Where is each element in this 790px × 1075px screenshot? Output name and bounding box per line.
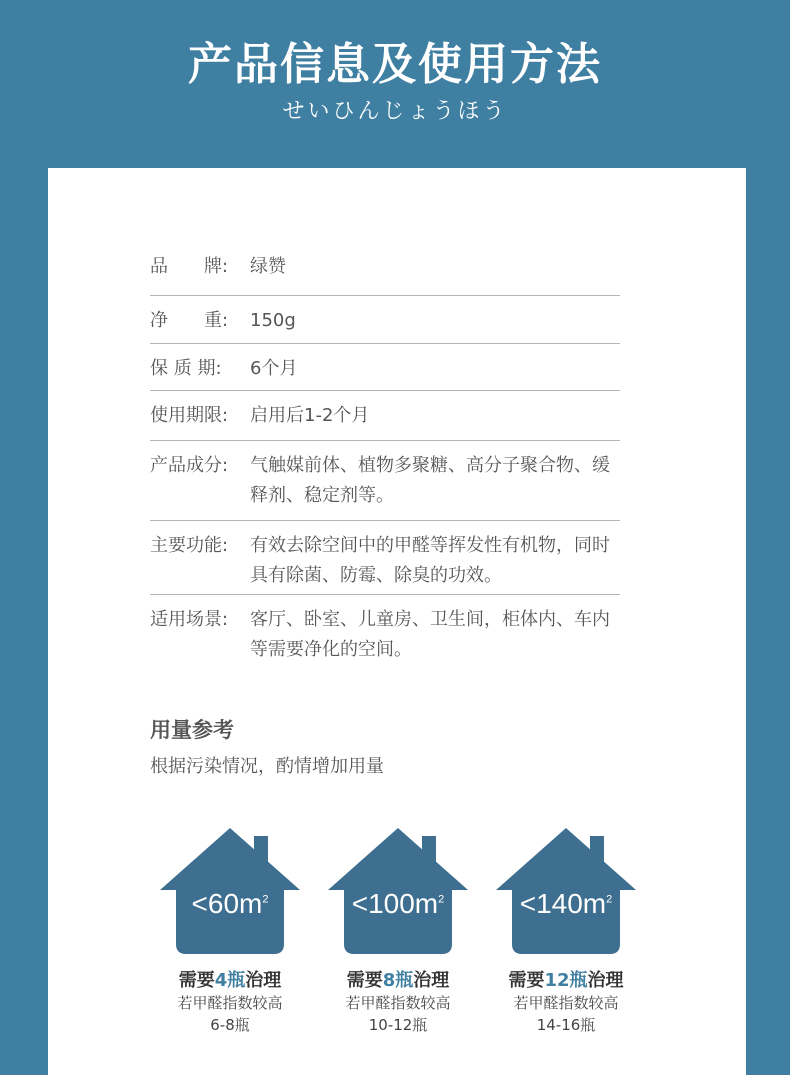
info-row-usage-period [150,391,620,441]
house-card-100 [328,828,468,1036]
house-area-label: $<140m^2$ [519,888,613,919]
info-row-shelf-life [150,344,620,391]
info-label: 保 质 期: [150,358,222,379]
info-value: 绿赞 [250,256,286,277]
info-value: 启用后1-2个月 [250,405,370,426]
house-area-label: $<100m^2$ [351,888,445,919]
bottle-range: 6-8瓶 [210,1016,250,1034]
info-row-ingredients [150,441,620,521]
product-info-table [150,246,620,669]
info-value: 150g [250,310,296,331]
bottle-requirement: 需要4瓶治理 [178,970,282,991]
bottle-requirement: 需要12瓶治理 [508,970,624,991]
info-row-weight [150,296,620,344]
bottle-range: 14-16瓶 [536,1016,596,1034]
high-formaldehyde-note: 若甲醛指数较高 [513,994,619,1012]
info-value: 6个月 [250,358,298,379]
info-label: 主要功能: [150,535,229,556]
house-card-140 [496,828,636,1036]
bottle-requirement: 需要8瓶治理 [346,970,450,991]
info-label: 使用期限: [150,405,229,426]
info-row-scenarios [150,595,620,669]
info-value: 客厅、卧室、儿童房、卫生间，柜体内、车内等需要净化的空间。 [250,609,610,660]
info-card [48,168,746,1075]
info-row-function [150,521,620,595]
info-label: 产品成分: [150,455,229,476]
usage-subtitle: 根据污染情况，酌情增加用量 [150,756,384,777]
info-label: 净 重: [150,310,229,331]
info-value: 有效去除空间中的甲醛等挥发性有机物，同时具有除菌、防霉、除臭的功效。 [250,535,610,586]
house-card-60 [160,828,300,1036]
high-formaldehyde-note: 若甲醛指数较高 [345,994,451,1012]
high-formaldehyde-note: 若甲醛指数较高 [177,994,283,1012]
info-value: 气触媒前体、植物多聚糖、高分子聚合物、缓释剂、稳定剂等。 [250,455,610,506]
info-label: 品 牌: [150,256,229,277]
info-row-brand [150,246,620,296]
page-title: 产品信息及使用方法 [188,39,602,90]
usage-title: 用量参考 [150,718,234,742]
house-area-label: $<60m^2$ [191,888,269,919]
page-subtitle: せいひんじょうほう [282,99,508,124]
bottle-range: 10-12瓶 [368,1016,428,1034]
info-label: 适用场景: [150,609,229,630]
